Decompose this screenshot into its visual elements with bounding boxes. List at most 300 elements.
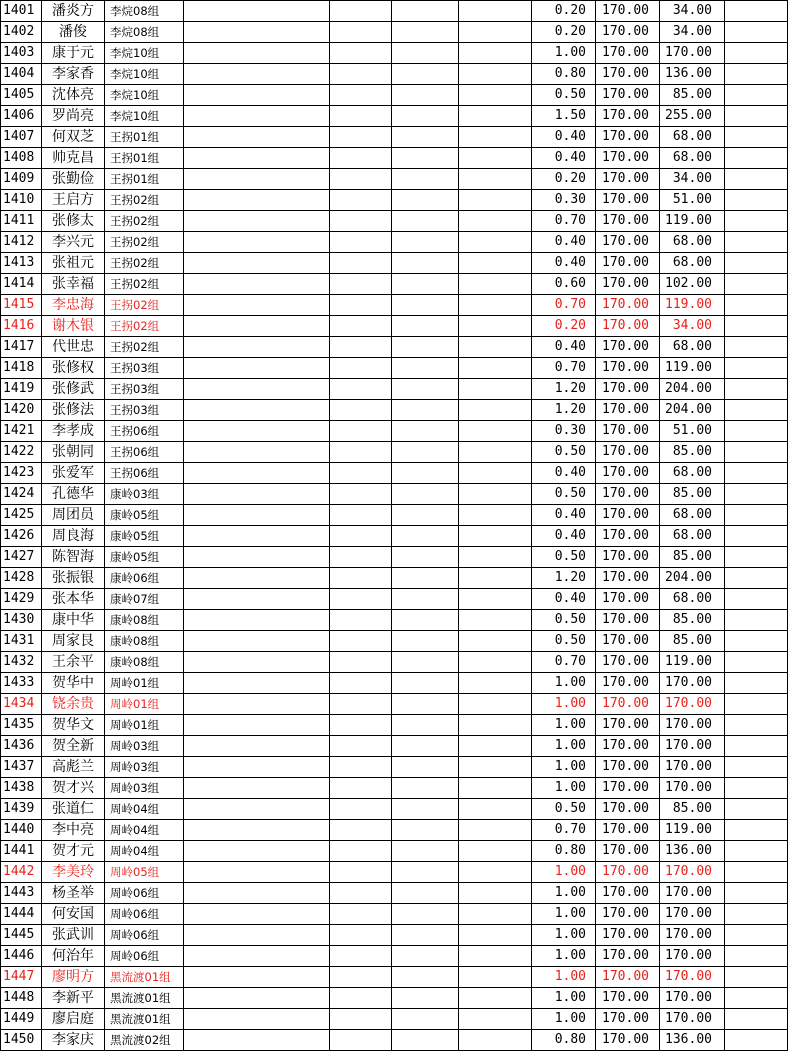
cell-row-number[interactable]: 1430 — [1, 610, 42, 631]
cell-amount[interactable]: 34.00 — [660, 1, 725, 22]
cell-empty[interactable] — [392, 631, 459, 652]
cell-group[interactable]: 黑流渡02组 — [105, 1030, 184, 1051]
cell-group[interactable]: 李烷10组 — [105, 64, 184, 85]
cell-amount[interactable]: 85.00 — [660, 85, 725, 106]
cell-group[interactable]: 周岭01组 — [105, 694, 184, 715]
cell-amount[interactable]: 170.00 — [660, 1009, 725, 1030]
cell-amount[interactable]: 170.00 — [660, 736, 725, 757]
cell-empty[interactable] — [184, 22, 330, 43]
cell-price[interactable]: 170.00 — [596, 547, 660, 568]
cell-empty[interactable] — [459, 190, 532, 211]
cell-empty[interactable] — [392, 64, 459, 85]
cell-empty[interactable] — [459, 841, 532, 862]
cell-empty[interactable] — [725, 253, 788, 274]
cell-empty[interactable] — [459, 337, 532, 358]
cell-empty[interactable] — [459, 946, 532, 967]
cell-empty[interactable] — [184, 190, 330, 211]
cell-empty[interactable] — [459, 547, 532, 568]
cell-name[interactable]: 潘炎方 — [42, 1, 105, 22]
cell-empty[interactable] — [725, 295, 788, 316]
cell-group[interactable]: 周岭03组 — [105, 757, 184, 778]
cell-group[interactable]: 王拐03组 — [105, 379, 184, 400]
cell-empty[interactable] — [330, 631, 392, 652]
cell-empty[interactable] — [725, 862, 788, 883]
cell-name[interactable]: 张勤俭 — [42, 169, 105, 190]
cell-area[interactable]: 0.50 — [532, 85, 596, 106]
cell-empty[interactable] — [184, 400, 330, 421]
cell-empty[interactable] — [459, 22, 532, 43]
cell-price[interactable]: 170.00 — [596, 1009, 660, 1030]
cell-area[interactable]: 0.40 — [532, 253, 596, 274]
cell-row-number[interactable]: 1442 — [1, 862, 42, 883]
cell-price[interactable]: 170.00 — [596, 1, 660, 22]
cell-empty[interactable] — [330, 694, 392, 715]
cell-row-number[interactable]: 1440 — [1, 820, 42, 841]
cell-name[interactable]: 何双芝 — [42, 127, 105, 148]
cell-empty[interactable] — [184, 757, 330, 778]
cell-amount[interactable]: 170.00 — [660, 673, 725, 694]
cell-group[interactable]: 李烷10组 — [105, 43, 184, 64]
cell-empty[interactable] — [184, 988, 330, 1009]
cell-area[interactable]: 1.00 — [532, 967, 596, 988]
cell-name[interactable]: 廖明方 — [42, 967, 105, 988]
cell-name[interactable]: 沈体亮 — [42, 85, 105, 106]
cell-area[interactable]: 1.00 — [532, 1009, 596, 1030]
cell-empty[interactable] — [725, 106, 788, 127]
cell-name[interactable]: 何治年 — [42, 946, 105, 967]
cell-empty[interactable] — [330, 967, 392, 988]
cell-price[interactable]: 170.00 — [596, 589, 660, 610]
cell-price[interactable]: 170.00 — [596, 64, 660, 85]
cell-name[interactable]: 贺才元 — [42, 841, 105, 862]
cell-price[interactable]: 170.00 — [596, 85, 660, 106]
cell-empty[interactable] — [184, 904, 330, 925]
cell-empty[interactable] — [330, 442, 392, 463]
cell-empty[interactable] — [459, 169, 532, 190]
cell-amount[interactable]: 170.00 — [660, 946, 725, 967]
cell-amount[interactable]: 85.00 — [660, 484, 725, 505]
cell-empty[interactable] — [725, 736, 788, 757]
cell-amount[interactable]: 170.00 — [660, 925, 725, 946]
cell-empty[interactable] — [330, 64, 392, 85]
cell-row-number[interactable]: 1409 — [1, 169, 42, 190]
cell-name[interactable]: 罗尚亮 — [42, 106, 105, 127]
cell-empty[interactable] — [330, 274, 392, 295]
cell-empty[interactable] — [459, 568, 532, 589]
cell-empty[interactable] — [392, 442, 459, 463]
cell-empty[interactable] — [392, 883, 459, 904]
cell-name[interactable]: 贺才兴 — [42, 778, 105, 799]
cell-empty[interactable] — [184, 106, 330, 127]
cell-amount[interactable]: 51.00 — [660, 190, 725, 211]
cell-area[interactable]: 0.80 — [532, 841, 596, 862]
cell-row-number[interactable]: 1414 — [1, 274, 42, 295]
cell-amount[interactable]: 119.00 — [660, 820, 725, 841]
cell-group[interactable]: 康岭05组 — [105, 526, 184, 547]
cell-price[interactable]: 170.00 — [596, 337, 660, 358]
cell-empty[interactable] — [392, 715, 459, 736]
cell-empty[interactable] — [184, 85, 330, 106]
cell-empty[interactable] — [330, 757, 392, 778]
cell-name[interactable]: 李家香 — [42, 64, 105, 85]
cell-empty[interactable] — [459, 211, 532, 232]
cell-row-number[interactable]: 1450 — [1, 1030, 42, 1051]
cell-empty[interactable] — [459, 400, 532, 421]
cell-price[interactable]: 170.00 — [596, 778, 660, 799]
cell-empty[interactable] — [392, 484, 459, 505]
cell-empty[interactable] — [330, 715, 392, 736]
cell-empty[interactable] — [392, 778, 459, 799]
cell-area[interactable]: 0.40 — [532, 337, 596, 358]
cell-empty[interactable] — [392, 967, 459, 988]
cell-row-number[interactable]: 1432 — [1, 652, 42, 673]
cell-group[interactable]: 康岭08组 — [105, 610, 184, 631]
cell-price[interactable]: 170.00 — [596, 1030, 660, 1051]
cell-name[interactable]: 张幸福 — [42, 274, 105, 295]
cell-name[interactable]: 张修武 — [42, 379, 105, 400]
cell-price[interactable]: 170.00 — [596, 400, 660, 421]
cell-empty[interactable] — [392, 841, 459, 862]
cell-price[interactable]: 170.00 — [596, 442, 660, 463]
cell-group[interactable]: 康岭07组 — [105, 589, 184, 610]
cell-area[interactable]: 0.40 — [532, 526, 596, 547]
cell-empty[interactable] — [392, 253, 459, 274]
cell-price[interactable]: 170.00 — [596, 694, 660, 715]
cell-empty[interactable] — [459, 526, 532, 547]
cell-group[interactable]: 王拐03组 — [105, 358, 184, 379]
cell-empty[interactable] — [184, 967, 330, 988]
cell-empty[interactable] — [392, 400, 459, 421]
cell-empty[interactable] — [459, 862, 532, 883]
cell-empty[interactable] — [330, 841, 392, 862]
cell-empty[interactable] — [725, 925, 788, 946]
cell-area[interactable]: 1.00 — [532, 988, 596, 1009]
cell-empty[interactable] — [459, 85, 532, 106]
cell-name[interactable]: 张振银 — [42, 568, 105, 589]
cell-empty[interactable] — [725, 841, 788, 862]
cell-name[interactable]: 康于元 — [42, 43, 105, 64]
cell-empty[interactable] — [459, 505, 532, 526]
cell-amount[interactable]: 85.00 — [660, 610, 725, 631]
cell-empty[interactable] — [725, 316, 788, 337]
cell-name[interactable]: 周团员 — [42, 505, 105, 526]
cell-empty[interactable] — [459, 316, 532, 337]
cell-empty[interactable] — [184, 64, 330, 85]
cell-row-number[interactable]: 1447 — [1, 967, 42, 988]
cell-price[interactable]: 170.00 — [596, 946, 660, 967]
cell-empty[interactable] — [330, 463, 392, 484]
cell-empty[interactable] — [725, 190, 788, 211]
cell-area[interactable]: 0.50 — [532, 547, 596, 568]
cell-empty[interactable] — [725, 1009, 788, 1030]
cell-group[interactable]: 周岭04组 — [105, 820, 184, 841]
cell-row-number[interactable]: 1449 — [1, 1009, 42, 1030]
cell-empty[interactable] — [184, 421, 330, 442]
cell-row-number[interactable]: 1413 — [1, 253, 42, 274]
cell-empty[interactable] — [725, 22, 788, 43]
cell-empty[interactable] — [184, 820, 330, 841]
cell-row-number[interactable]: 1438 — [1, 778, 42, 799]
cell-amount[interactable]: 170.00 — [660, 694, 725, 715]
cell-area[interactable]: 0.80 — [532, 64, 596, 85]
cell-price[interactable]: 170.00 — [596, 925, 660, 946]
cell-name[interactable]: 张武训 — [42, 925, 105, 946]
cell-amount[interactable]: 68.00 — [660, 253, 725, 274]
cell-empty[interactable] — [330, 379, 392, 400]
cell-empty[interactable] — [725, 568, 788, 589]
cell-empty[interactable] — [725, 715, 788, 736]
cell-empty[interactable] — [459, 442, 532, 463]
cell-empty[interactable] — [725, 967, 788, 988]
cell-area[interactable]: 1.00 — [532, 778, 596, 799]
cell-empty[interactable] — [392, 526, 459, 547]
cell-empty[interactable] — [392, 1030, 459, 1051]
cell-empty[interactable] — [459, 1030, 532, 1051]
cell-empty[interactable] — [184, 946, 330, 967]
cell-area[interactable]: 0.40 — [532, 148, 596, 169]
cell-empty[interactable] — [330, 421, 392, 442]
cell-empty[interactable] — [184, 1009, 330, 1030]
cell-price[interactable]: 170.00 — [596, 610, 660, 631]
cell-group[interactable]: 李烷10组 — [105, 106, 184, 127]
cell-empty[interactable] — [330, 316, 392, 337]
cell-group[interactable]: 王拐02组 — [105, 232, 184, 253]
cell-empty[interactable] — [330, 925, 392, 946]
cell-amount[interactable]: 85.00 — [660, 799, 725, 820]
cell-row-number[interactable]: 1424 — [1, 484, 42, 505]
cell-empty[interactable] — [725, 85, 788, 106]
cell-empty[interactable] — [330, 169, 392, 190]
cell-row-number[interactable]: 1439 — [1, 799, 42, 820]
cell-empty[interactable] — [330, 211, 392, 232]
cell-amount[interactable]: 170.00 — [660, 988, 725, 1009]
cell-area[interactable]: 1.00 — [532, 946, 596, 967]
cell-amount[interactable]: 170.00 — [660, 883, 725, 904]
cell-price[interactable]: 170.00 — [596, 652, 660, 673]
cell-empty[interactable] — [330, 652, 392, 673]
cell-empty[interactable] — [330, 295, 392, 316]
cell-group[interactable]: 周岭04组 — [105, 799, 184, 820]
cell-empty[interactable] — [184, 442, 330, 463]
cell-empty[interactable] — [184, 232, 330, 253]
cell-empty[interactable] — [184, 127, 330, 148]
cell-empty[interactable] — [184, 652, 330, 673]
cell-area[interactable]: 0.20 — [532, 1, 596, 22]
cell-empty[interactable] — [392, 1009, 459, 1030]
cell-empty[interactable] — [725, 526, 788, 547]
cell-price[interactable]: 170.00 — [596, 274, 660, 295]
cell-area[interactable]: 0.50 — [532, 799, 596, 820]
cell-group[interactable]: 康岭03组 — [105, 484, 184, 505]
cell-amount[interactable]: 119.00 — [660, 295, 725, 316]
cell-area[interactable]: 0.40 — [532, 463, 596, 484]
cell-group[interactable]: 王拐02组 — [105, 337, 184, 358]
cell-row-number[interactable]: 1408 — [1, 148, 42, 169]
cell-empty[interactable] — [330, 190, 392, 211]
cell-row-number[interactable]: 1446 — [1, 946, 42, 967]
cell-group[interactable]: 康岭05组 — [105, 547, 184, 568]
cell-amount[interactable]: 170.00 — [660, 778, 725, 799]
cell-empty[interactable] — [725, 631, 788, 652]
cell-price[interactable]: 170.00 — [596, 799, 660, 820]
cell-row-number[interactable]: 1419 — [1, 379, 42, 400]
cell-price[interactable]: 170.00 — [596, 106, 660, 127]
cell-empty[interactable] — [184, 862, 330, 883]
cell-empty[interactable] — [184, 337, 330, 358]
cell-empty[interactable] — [330, 820, 392, 841]
cell-empty[interactable] — [184, 883, 330, 904]
cell-empty[interactable] — [184, 673, 330, 694]
cell-area[interactable]: 0.50 — [532, 610, 596, 631]
cell-area[interactable]: 0.40 — [532, 505, 596, 526]
cell-price[interactable]: 170.00 — [596, 190, 660, 211]
cell-empty[interactable] — [392, 337, 459, 358]
cell-empty[interactable] — [392, 190, 459, 211]
cell-empty[interactable] — [725, 1030, 788, 1051]
cell-empty[interactable] — [392, 295, 459, 316]
cell-empty[interactable] — [725, 400, 788, 421]
cell-empty[interactable] — [725, 820, 788, 841]
cell-empty[interactable] — [392, 589, 459, 610]
cell-empty[interactable] — [459, 820, 532, 841]
cell-empty[interactable] — [459, 694, 532, 715]
cell-empty[interactable] — [459, 736, 532, 757]
cell-amount[interactable]: 170.00 — [660, 715, 725, 736]
cell-empty[interactable] — [184, 799, 330, 820]
cell-price[interactable]: 170.00 — [596, 883, 660, 904]
cell-row-number[interactable]: 1427 — [1, 547, 42, 568]
cell-amount[interactable]: 136.00 — [660, 841, 725, 862]
cell-price[interactable]: 170.00 — [596, 295, 660, 316]
cell-row-number[interactable]: 1402 — [1, 22, 42, 43]
cell-empty[interactable] — [330, 799, 392, 820]
cell-row-number[interactable]: 1428 — [1, 568, 42, 589]
cell-area[interactable]: 0.30 — [532, 190, 596, 211]
cell-row-number[interactable]: 1416 — [1, 316, 42, 337]
cell-row-number[interactable]: 1431 — [1, 631, 42, 652]
cell-row-number[interactable]: 1410 — [1, 190, 42, 211]
cell-price[interactable]: 170.00 — [596, 463, 660, 484]
cell-price[interactable]: 170.00 — [596, 484, 660, 505]
cell-empty[interactable] — [725, 64, 788, 85]
cell-empty[interactable] — [392, 169, 459, 190]
cell-empty[interactable] — [184, 484, 330, 505]
cell-amount[interactable]: 170.00 — [660, 757, 725, 778]
cell-empty[interactable] — [459, 274, 532, 295]
cell-row-number[interactable]: 1405 — [1, 85, 42, 106]
cell-empty[interactable] — [459, 967, 532, 988]
cell-empty[interactable] — [184, 463, 330, 484]
cell-empty[interactable] — [392, 211, 459, 232]
cell-price[interactable]: 170.00 — [596, 631, 660, 652]
cell-amount[interactable]: 68.00 — [660, 505, 725, 526]
cell-row-number[interactable]: 1411 — [1, 211, 42, 232]
cell-area[interactable]: 0.50 — [532, 442, 596, 463]
cell-empty[interactable] — [184, 1, 330, 22]
cell-empty[interactable] — [459, 673, 532, 694]
cell-empty[interactable] — [330, 526, 392, 547]
cell-amount[interactable]: 119.00 — [660, 211, 725, 232]
cell-area[interactable]: 0.70 — [532, 820, 596, 841]
cell-price[interactable]: 170.00 — [596, 736, 660, 757]
cell-empty[interactable] — [459, 64, 532, 85]
cell-empty[interactable] — [184, 736, 330, 757]
cell-amount[interactable]: 34.00 — [660, 316, 725, 337]
cell-empty[interactable] — [459, 988, 532, 1009]
cell-row-number[interactable]: 1434 — [1, 694, 42, 715]
cell-area[interactable]: 1.00 — [532, 862, 596, 883]
cell-empty[interactable] — [184, 526, 330, 547]
cell-row-number[interactable]: 1426 — [1, 526, 42, 547]
cell-name[interactable]: 张修法 — [42, 400, 105, 421]
cell-price[interactable]: 170.00 — [596, 820, 660, 841]
cell-group[interactable]: 周岭06组 — [105, 946, 184, 967]
cell-name[interactable]: 王余平 — [42, 652, 105, 673]
cell-name[interactable]: 陈智海 — [42, 547, 105, 568]
cell-empty[interactable] — [392, 1, 459, 22]
cell-empty[interactable] — [330, 484, 392, 505]
cell-area[interactable]: 1.20 — [532, 400, 596, 421]
cell-empty[interactable] — [459, 610, 532, 631]
cell-empty[interactable] — [725, 127, 788, 148]
cell-name[interactable]: 铙余贵 — [42, 694, 105, 715]
cell-price[interactable]: 170.00 — [596, 526, 660, 547]
cell-empty[interactable] — [330, 736, 392, 757]
cell-empty[interactable] — [330, 148, 392, 169]
cell-group[interactable]: 周岭06组 — [105, 883, 184, 904]
cell-amount[interactable]: 204.00 — [660, 379, 725, 400]
cell-row-number[interactable]: 1417 — [1, 337, 42, 358]
cell-price[interactable]: 170.00 — [596, 358, 660, 379]
cell-empty[interactable] — [459, 589, 532, 610]
cell-row-number[interactable]: 1401 — [1, 1, 42, 22]
cell-empty[interactable] — [184, 505, 330, 526]
cell-row-number[interactable]: 1425 — [1, 505, 42, 526]
cell-area[interactable]: 1.00 — [532, 673, 596, 694]
cell-group[interactable]: 王拐03组 — [105, 400, 184, 421]
cell-group[interactable]: 王拐02组 — [105, 274, 184, 295]
cell-amount[interactable]: 170.00 — [660, 43, 725, 64]
cell-empty[interactable] — [725, 757, 788, 778]
cell-empty[interactable] — [392, 799, 459, 820]
cell-group[interactable]: 王拐02组 — [105, 190, 184, 211]
cell-name[interactable]: 张爱军 — [42, 463, 105, 484]
cell-empty[interactable] — [459, 883, 532, 904]
cell-price[interactable]: 170.00 — [596, 253, 660, 274]
cell-empty[interactable] — [330, 505, 392, 526]
cell-empty[interactable] — [330, 547, 392, 568]
cell-empty[interactable] — [459, 127, 532, 148]
cell-empty[interactable] — [459, 484, 532, 505]
cell-empty[interactable] — [184, 715, 330, 736]
cell-empty[interactable] — [725, 547, 788, 568]
cell-empty[interactable] — [392, 148, 459, 169]
cell-empty[interactable] — [184, 274, 330, 295]
cell-empty[interactable] — [725, 484, 788, 505]
cell-empty[interactable] — [392, 85, 459, 106]
cell-empty[interactable] — [330, 904, 392, 925]
cell-empty[interactable] — [725, 988, 788, 1009]
cell-area[interactable]: 0.70 — [532, 211, 596, 232]
cell-amount[interactable]: 102.00 — [660, 274, 725, 295]
cell-price[interactable]: 170.00 — [596, 841, 660, 862]
cell-empty[interactable] — [459, 358, 532, 379]
cell-price[interactable]: 170.00 — [596, 967, 660, 988]
cell-amount[interactable]: 119.00 — [660, 652, 725, 673]
cell-group[interactable]: 王拐01组 — [105, 127, 184, 148]
cell-empty[interactable] — [725, 232, 788, 253]
cell-empty[interactable] — [392, 274, 459, 295]
